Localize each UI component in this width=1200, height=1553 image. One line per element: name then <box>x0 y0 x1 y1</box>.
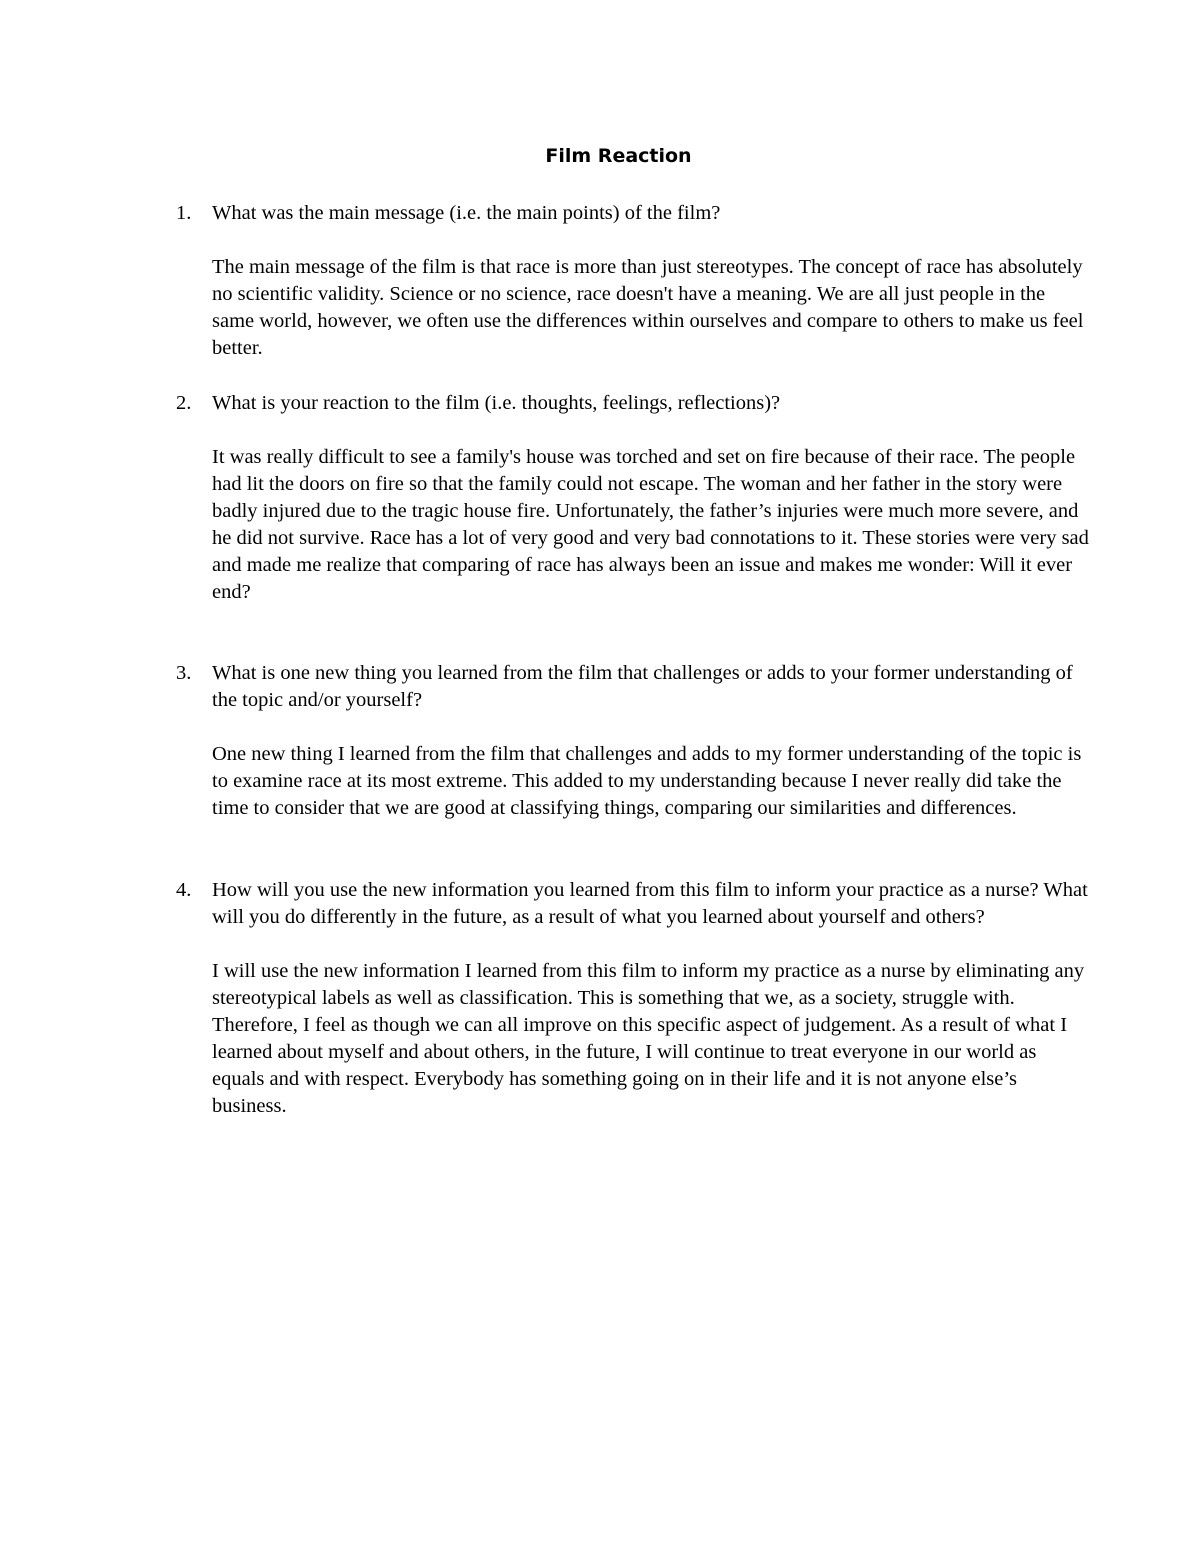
item-number: 1. <box>176 202 192 224</box>
document-title: Film Reaction <box>545 145 692 167</box>
question-text: What was the main message (i.e. the main points) of the film? <box>212 202 721 224</box>
question-item-4 <box>176 877 1092 1120</box>
question-text: How will you use the new information you learned from this film to inform your practice as a nurse? What will you do differently in the future, as a result of what you learned about yourself and others? <box>212 879 1088 928</box>
question-text: What is one new thing you learned from the film that challenges or adds to your former understanding of the topic and/or yourself? <box>212 662 1073 711</box>
answer-text: It was really difficult to see a family's house was torched and set on fire because of their race. The people had lit the doors on fire so that the family could not escape. The woman and her father in the story were badly injured due to the tragic house fire. Unfortunately, the father’s injuries were much more severe, and he did not survive. Race has a lot of very good and very bad connotations to it. These stories were very sad and made me realize that comparing of race has always been an issue and makes me wonder: Will it ever end? <box>212 446 1089 603</box>
question-item-1 <box>176 200 1092 362</box>
answer-text: One new thing I learned from the film that challenges and adds to my former understanding of the topic is to examine race at its most extreme. This added to my understanding because I never really did take the time to consider that we are good at classifying things, comparing our similarities and differences. <box>212 743 1082 819</box>
item-number: 3. <box>176 662 192 684</box>
question-text: What is your reaction to the film (i.e. thoughts, feelings, reflections)? <box>212 392 781 414</box>
answer-text: I will use the new information I learned from this film to inform my practice as a nurse by eliminating any stereotypical labels as well as classification. This is something that we, as a society, struggle with. Therefore, I feel as though we can all improve on this specific aspect of judgement. As a result of what I learned about myself and about others, in the future, I will continue to treat everyone in our world as equals and with respect. Everybody has something going on in their life and it is not anyone else’s business. <box>212 960 1085 1117</box>
item-number: 2. <box>176 392 192 414</box>
question-item-3 <box>176 660 1092 822</box>
item-number: 4. <box>176 879 192 901</box>
answer-text: The main message of the film is that race is more than just stereotypes. The concept of race has absolutely no scientific validity. Science or no science, race doesn't have a meaning. We are all just people in the same world, however, we often use the differences within ourselves and compare to others to make us feel better. <box>212 256 1084 359</box>
question-item-2 <box>176 390 1092 606</box>
